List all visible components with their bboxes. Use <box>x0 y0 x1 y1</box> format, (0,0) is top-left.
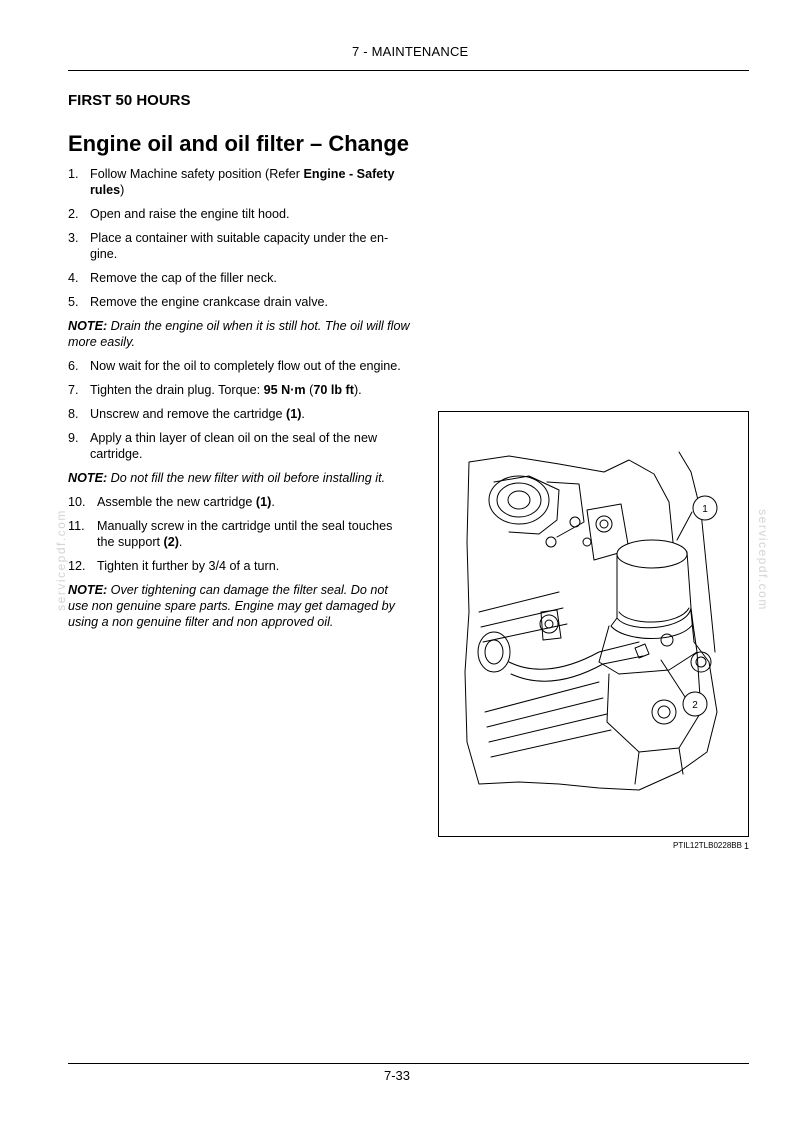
page-number: 7-33 <box>383 1068 411 1083</box>
step-item: 4. Remove the cap of the filler neck. <box>68 271 277 285</box>
header-rule <box>68 70 749 71</box>
note: NOTE: Drain the engine oil when it is still hot. The oil will flow more easily. <box>68 319 410 349</box>
engine-illustration <box>439 412 750 838</box>
callout-2-label: 2 <box>692 700 698 711</box>
callout-1-label: 1 <box>702 504 708 515</box>
watermark-right: servicepdf.com <box>755 509 770 611</box>
chapter-title: 7 - MAINTENANCE <box>352 44 469 59</box>
step-item: 9. Apply a thin layer of clean oil on the seal of the new cartridge. <box>68 431 378 461</box>
cross-reference-link[interactable]: Engine - Safety rules <box>90 167 395 197</box>
figure-code: PTIL12TLB0228BB <box>673 841 742 850</box>
note: NOTE: Do not fill the new filter with oil before installing it. <box>68 471 386 485</box>
step-item: 7. Tighten the drain plug. Torque: 95 N·m (70 lb ft). <box>68 383 362 397</box>
engine-filter-figure <box>438 411 749 837</box>
footer-rule <box>68 1063 749 1064</box>
step-item: 10. Assemble the new cartridge (1). <box>68 495 275 509</box>
step-item: 6. Now wait for the oil to completely flow out of the engine. <box>68 359 401 373</box>
watermark-left: servicepdf.com <box>53 509 68 611</box>
step-item: 1. Follow Machine safety position (Refer Engine - Safety rules) <box>68 167 395 197</box>
page-title: Engine oil and oil filter – Change <box>68 131 410 156</box>
step-item: 3. Place a container with suitable capacity under the en-gine. <box>68 231 389 261</box>
step-item: 11. Manually screw in the cartridge until the seal touches the support (2). <box>68 519 393 549</box>
step-item: 5. Remove the engine crankcase drain valve. <box>68 295 329 309</box>
step-item: 2. Open and raise the engine tilt hood. <box>68 207 290 221</box>
step-item: 8. Unscrew and remove the cartridge (1). <box>68 407 305 421</box>
figure-number: 1 <box>744 841 750 851</box>
note: NOTE: Over tightening can damage the filter seal. Do not use non genuine spare parts. Engine may get damaged by using a non genuine filter and non approved oil. <box>68 583 395 629</box>
procedure-body <box>68 166 410 638</box>
step-item: 12. Tighten it further by 3/4 of a turn. <box>68 559 280 573</box>
section-heading: FIRST 50 HOURS <box>68 92 191 109</box>
